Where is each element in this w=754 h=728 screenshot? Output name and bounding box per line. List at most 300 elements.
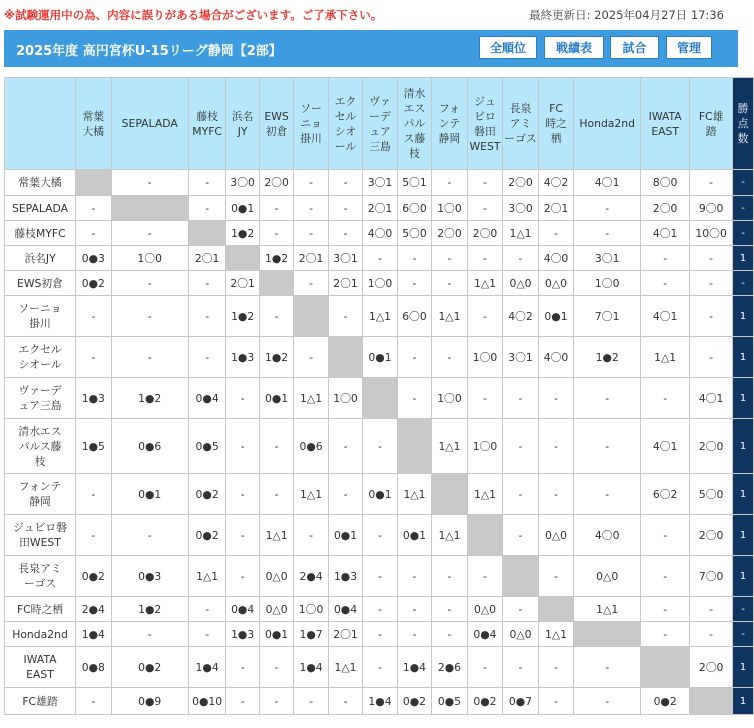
extra-cell: - <box>733 196 754 221</box>
result-cell: - <box>226 556 259 597</box>
result-cell: - <box>574 221 641 246</box>
result-cell: - <box>690 622 733 647</box>
extra-cell: 1 <box>733 337 754 378</box>
result-cell[interactable]: 0●6 <box>294 419 328 474</box>
result-cell: - <box>690 170 733 196</box>
result-cell[interactable]: 0●1 <box>328 515 362 556</box>
result-cell: - <box>363 647 397 688</box>
result-cell: - <box>503 597 539 622</box>
result-cell[interactable]: 0△0 <box>259 556 293 597</box>
result-cell: - <box>538 419 574 474</box>
column-header-team: IWATA EAST <box>641 78 690 170</box>
result-cell: - <box>538 556 574 597</box>
extra-cell: 1 <box>733 474 754 515</box>
table-row <box>5 515 754 556</box>
result-cell[interactable]: 1●5 <box>76 419 112 474</box>
result-cell: - <box>76 337 112 378</box>
result-cell: - <box>259 221 293 246</box>
league-header <box>4 30 738 67</box>
result-cell[interactable]: 4〇0 <box>363 221 397 246</box>
result-cell[interactable]: 3〇0 <box>503 196 539 221</box>
result-cell[interactable]: 1●3 <box>226 622 259 647</box>
row-header-team[interactable]: FC雄踏 <box>5 688 76 715</box>
result-cell: - <box>294 337 328 378</box>
table-row <box>5 296 754 337</box>
all-standings-button[interactable]: 全順位 <box>479 36 537 59</box>
result-cell[interactable]: 1●2 <box>259 246 293 271</box>
column-header-team: 浜名 JY <box>226 78 259 170</box>
result-cell[interactable]: 1●3 <box>226 337 259 378</box>
result-cell: - <box>259 647 293 688</box>
result-cell[interactable]: 1〇0 <box>363 271 397 296</box>
row-header-team[interactable]: エクセル シオール <box>5 337 76 378</box>
result-cell[interactable]: 0●3 <box>111 556 188 597</box>
result-cell[interactable]: 2〇0 <box>690 647 733 688</box>
result-cell: - <box>294 688 328 715</box>
column-header-team: ジュ ビロ 磐田 WEST <box>467 78 503 170</box>
result-cell[interactable]: 2〇0 <box>503 170 539 196</box>
result-cell[interactable]: 4〇0 <box>574 515 641 556</box>
result-cell: - <box>363 515 397 556</box>
result-cell: - <box>432 556 468 597</box>
result-cell[interactable]: 7〇1 <box>574 296 641 337</box>
result-cell[interactable]: 2〇1 <box>226 271 259 296</box>
extra-cell: 1 <box>733 246 754 271</box>
extra-cell: 1 <box>733 296 754 337</box>
result-cell[interactable]: 0●3 <box>76 246 112 271</box>
row-header-team[interactable]: フォンテ 静岡 <box>5 474 76 515</box>
result-cell[interactable]: 0●6 <box>111 419 188 474</box>
row-header-team[interactable]: SEPALADA <box>5 196 76 221</box>
result-cell: - <box>328 221 362 246</box>
result-cell: - <box>328 474 362 515</box>
result-cell: - <box>226 474 259 515</box>
column-header-team: フォ ンテ 静岡 <box>432 78 468 170</box>
extra-cell: - <box>733 221 754 246</box>
result-cell[interactable]: 3〇1 <box>363 170 397 196</box>
result-cell[interactable]: 1〇0 <box>574 271 641 296</box>
result-cell: - <box>294 515 328 556</box>
result-cell: - <box>328 419 362 474</box>
result-cell[interactable]: 1〇0 <box>467 337 503 378</box>
result-cell: - <box>259 196 293 221</box>
result-cell[interactable]: 2〇1 <box>363 196 397 221</box>
row-header-team[interactable]: 清水エス パルス藤 枝 <box>5 419 76 474</box>
result-cell: - <box>503 419 539 474</box>
column-header-team: ソー ニョ 掛川 <box>294 78 328 170</box>
result-cell: - <box>188 622 226 647</box>
topbar <box>0 0 740 30</box>
diagonal-cell <box>690 688 733 715</box>
result-cell[interactable]: 0●2 <box>467 688 503 715</box>
extra-cell: 1 <box>733 688 754 715</box>
result-cell: - <box>641 597 690 622</box>
matches-button[interactable]: 試合 <box>610 36 659 59</box>
result-cell: - <box>432 337 468 378</box>
result-cell: - <box>259 296 293 337</box>
result-cell[interactable]: 4〇0 <box>538 337 574 378</box>
table-row <box>5 688 754 715</box>
result-cell[interactable]: 4〇1 <box>574 170 641 196</box>
result-cell[interactable]: 1●2 <box>111 378 188 419</box>
result-cell[interactable]: 0●5 <box>432 688 468 715</box>
result-cell: - <box>574 688 641 715</box>
result-cell[interactable]: 0●2 <box>111 647 188 688</box>
result-cell[interactable]: 0●7 <box>503 688 539 715</box>
result-cell[interactable]: 5〇0 <box>397 221 431 246</box>
result-cell[interactable]: 2〇1 <box>188 246 226 271</box>
result-cell[interactable]: 1△1 <box>188 556 226 597</box>
result-cell: - <box>641 271 690 296</box>
result-cell[interactable]: 0△0 <box>503 271 539 296</box>
row-header-team[interactable]: IWATA EAST <box>5 647 76 688</box>
result-cell[interactable]: 1〇0 <box>294 597 328 622</box>
result-cell[interactable]: 0●1 <box>226 196 259 221</box>
result-cell: - <box>690 597 733 622</box>
result-cell[interactable]: 3〇1 <box>503 337 539 378</box>
diagonal-cell <box>397 419 431 474</box>
result-cell[interactable]: 1△1 <box>432 296 468 337</box>
result-cell[interactable]: 1●2 <box>226 221 259 246</box>
column-header-team: 清水 エス パル ス藤 枝 <box>397 78 431 170</box>
result-cell[interactable]: 0△0 <box>538 271 574 296</box>
result-cell: - <box>188 337 226 378</box>
table-row <box>5 170 754 196</box>
column-header-team: Honda2nd <box>574 78 641 170</box>
result-cell: - <box>641 556 690 597</box>
diagonal-cell <box>363 378 397 419</box>
result-cell[interactable]: 2〇1 <box>328 622 362 647</box>
result-cell[interactable]: 0●1 <box>259 378 293 419</box>
result-cell: - <box>328 296 362 337</box>
result-cell[interactable]: 1△1 <box>467 474 503 515</box>
result-cell[interactable]: 0●1 <box>397 515 431 556</box>
result-cell[interactable]: 1●4 <box>397 647 431 688</box>
result-cell[interactable]: 0●2 <box>188 474 226 515</box>
result-cell: - <box>538 378 574 419</box>
diagonal-cell <box>641 647 690 688</box>
result-cell: - <box>226 515 259 556</box>
result-cell[interactable]: 1△1 <box>432 419 468 474</box>
result-cell[interactable]: 0△0 <box>538 515 574 556</box>
result-cell[interactable]: 1△1 <box>538 622 574 647</box>
result-cell[interactable]: 4〇1 <box>641 419 690 474</box>
result-cell: - <box>111 515 188 556</box>
table-row <box>5 246 754 271</box>
result-cell[interactable]: 4〇1 <box>641 296 690 337</box>
result-cell[interactable]: 1△1 <box>259 515 293 556</box>
result-cell: - <box>397 597 431 622</box>
result-cell: - <box>259 688 293 715</box>
extra-cell: 1 <box>733 378 754 419</box>
result-cell: - <box>432 170 468 196</box>
table-row <box>5 647 754 688</box>
result-cell: - <box>259 474 293 515</box>
results-table-button[interactable]: 戦績表 <box>544 36 604 59</box>
result-cell: - <box>328 196 362 221</box>
result-cell[interactable]: 0△0 <box>503 622 539 647</box>
result-cell[interactable]: 4〇0 <box>538 246 574 271</box>
result-cell: - <box>432 246 468 271</box>
result-cell: - <box>467 196 503 221</box>
result-cell[interactable]: 1△1 <box>467 271 503 296</box>
result-cell[interactable]: 6〇0 <box>397 196 431 221</box>
result-cell: - <box>294 196 328 221</box>
result-cell: - <box>76 296 112 337</box>
result-cell[interactable]: 1〇0 <box>432 378 468 419</box>
result-cell[interactable]: 1△1 <box>432 515 468 556</box>
extra-cell: 1 <box>733 556 754 597</box>
result-cell[interactable]: 2●6 <box>432 647 468 688</box>
result-cell: - <box>188 296 226 337</box>
result-cell: - <box>690 296 733 337</box>
result-cell: - <box>397 337 431 378</box>
result-cell[interactable]: 1〇0 <box>432 196 468 221</box>
result-cell[interactable]: 1●7 <box>294 622 328 647</box>
result-cell: - <box>641 378 690 419</box>
result-cell: - <box>111 622 188 647</box>
result-cell[interactable]: 1●4 <box>188 647 226 688</box>
result-cell: - <box>641 515 690 556</box>
result-cell: - <box>111 170 188 196</box>
result-cell[interactable]: 2〇0 <box>467 221 503 246</box>
column-header-team: 長泉 アミ ーゴス <box>503 78 539 170</box>
result-cell: - <box>397 271 431 296</box>
result-cell[interactable]: 2〇1 <box>294 246 328 271</box>
result-cell[interactable]: 0●4 <box>226 597 259 622</box>
result-cell: - <box>641 246 690 271</box>
diagonal-cell <box>226 246 259 271</box>
result-cell[interactable]: 1△1 <box>294 378 328 419</box>
result-cell[interactable]: 0●2 <box>76 556 112 597</box>
result-cell: - <box>111 296 188 337</box>
result-cell[interactable]: 0●4 <box>188 378 226 419</box>
result-cell: - <box>690 337 733 378</box>
result-cell[interactable]: 0●8 <box>76 647 112 688</box>
result-cell[interactable]: 0●10 <box>188 688 226 715</box>
result-cell: - <box>690 271 733 296</box>
extra-cell: 1 <box>733 647 754 688</box>
result-cell: - <box>503 378 539 419</box>
diagonal-cell <box>188 221 226 246</box>
result-cell[interactable]: 1●2 <box>259 337 293 378</box>
table-corner <box>5 78 76 170</box>
row-header-team[interactable]: 常葉大橘 <box>5 170 76 196</box>
table-row <box>5 378 754 419</box>
result-cell: - <box>538 221 574 246</box>
result-cell: - <box>538 688 574 715</box>
result-cell[interactable]: 2〇0 <box>690 419 733 474</box>
result-cell[interactable]: 2〇1 <box>328 271 362 296</box>
result-cell: - <box>467 556 503 597</box>
result-cell: - <box>467 647 503 688</box>
result-cell: - <box>226 647 259 688</box>
table-row <box>5 556 754 597</box>
result-cell: - <box>503 246 539 271</box>
row-header-team[interactable]: FC時之栖 <box>5 597 76 622</box>
result-cell[interactable]: 1〇0 <box>328 378 362 419</box>
result-cell: - <box>188 196 226 221</box>
result-cell[interactable]: 5〇0 <box>690 474 733 515</box>
result-cell[interactable]: 2〇0 <box>259 170 293 196</box>
result-cell: - <box>76 221 112 246</box>
result-cell[interactable]: 1△1 <box>363 296 397 337</box>
result-cell[interactable]: 4〇2 <box>503 296 539 337</box>
result-cell[interactable]: 4〇1 <box>641 221 690 246</box>
result-cell: - <box>397 556 431 597</box>
result-cell[interactable]: 1△1 <box>641 337 690 378</box>
result-cell[interactable]: 0●2 <box>76 271 112 296</box>
result-cell[interactable]: 0●5 <box>188 419 226 474</box>
table-row <box>5 419 754 474</box>
result-cell: - <box>432 622 468 647</box>
result-cell[interactable]: 0●2 <box>397 688 431 715</box>
result-cell[interactable]: 1△1 <box>328 647 362 688</box>
row-header-team[interactable]: ジュビロ磐 田WEST <box>5 515 76 556</box>
result-cell[interactable]: 0●1 <box>111 474 188 515</box>
trial-notice: ※試験運用中の為、内容に誤りがある場合がございます。ご了承下さい。 <box>4 8 383 22</box>
result-cell[interactable]: 2〇0 <box>432 221 468 246</box>
table-row <box>5 337 754 378</box>
result-cell[interactable]: 1●2 <box>574 337 641 378</box>
result-cell: - <box>690 246 733 271</box>
result-cell[interactable]: 0●2 <box>641 688 690 715</box>
result-cell: - <box>432 597 468 622</box>
row-header-team[interactable]: EWS初倉 <box>5 271 76 296</box>
column-header-extra: 勝 点 数 <box>733 78 754 170</box>
column-header-team: 常葉 大橘 <box>76 78 112 170</box>
result-cell[interactable]: 3〇0 <box>226 170 259 196</box>
result-cell[interactable]: 0●2 <box>188 515 226 556</box>
result-cell[interactable]: 1△1 <box>397 474 431 515</box>
result-cell[interactable]: 4〇2 <box>538 170 574 196</box>
result-cell: - <box>111 271 188 296</box>
result-cell: - <box>432 271 468 296</box>
result-cell: - <box>363 597 397 622</box>
result-cell[interactable]: 2●4 <box>294 556 328 597</box>
diagonal-cell <box>574 622 641 647</box>
result-cell[interactable]: 1△1 <box>294 474 328 515</box>
result-cell: - <box>467 378 503 419</box>
column-header-team: FC 時之 栖 <box>538 78 574 170</box>
result-cell: - <box>538 474 574 515</box>
result-cell[interactable]: 4〇1 <box>690 378 733 419</box>
row-header-team[interactable]: Honda2nd <box>5 622 76 647</box>
result-cell[interactable]: 0●1 <box>538 296 574 337</box>
result-cell[interactable]: 0●9 <box>111 688 188 715</box>
result-cell[interactable]: 6〇2 <box>641 474 690 515</box>
table-row <box>5 622 754 647</box>
result-cell[interactable]: 0●4 <box>467 622 503 647</box>
diagonal-cell <box>294 296 328 337</box>
result-cell[interactable]: 5〇1 <box>397 170 431 196</box>
result-cell[interactable]: 1●2 <box>226 296 259 337</box>
result-cell[interactable]: 1△1 <box>503 221 539 246</box>
result-cell[interactable]: 1●2 <box>111 597 188 622</box>
result-cell[interactable]: 3〇1 <box>574 246 641 271</box>
extra-cell: - <box>733 622 754 647</box>
row-header-team[interactable]: ヴァーデ ュア三島 <box>5 378 76 419</box>
result-cell[interactable]: 1●3 <box>76 378 112 419</box>
result-cell: - <box>467 296 503 337</box>
result-cell[interactable]: 0●4 <box>328 597 362 622</box>
column-header-team: SEPALADA <box>111 78 188 170</box>
result-cell[interactable]: 1●3 <box>328 556 362 597</box>
result-cell[interactable]: 0●1 <box>363 474 397 515</box>
extra-cell: 1 <box>733 515 754 556</box>
diagonal-cell <box>328 337 362 378</box>
result-cell[interactable]: 0●1 <box>259 622 293 647</box>
diagonal-cell <box>467 515 503 556</box>
result-cell[interactable]: 7〇0 <box>690 556 733 597</box>
result-cell[interactable]: 6〇0 <box>397 296 431 337</box>
row-header-team[interactable]: ソーニョ 掛川 <box>5 296 76 337</box>
result-cell[interactable]: 0△0 <box>259 597 293 622</box>
result-cell[interactable]: 1〇0 <box>467 419 503 474</box>
diagonal-cell <box>538 597 574 622</box>
result-cell[interactable]: 9〇0 <box>690 196 733 221</box>
result-cell[interactable]: 0●1 <box>363 337 397 378</box>
column-header-team: 藤枝 MYFC <box>188 78 226 170</box>
row-header-team[interactable]: 浜名JY <box>5 246 76 271</box>
extra-cell: - <box>733 271 754 296</box>
result-cell[interactable]: 8〇0 <box>641 170 690 196</box>
result-cell: - <box>76 196 112 221</box>
result-cell: - <box>397 622 431 647</box>
row-header-team[interactable]: 藤枝MYFC <box>5 221 76 246</box>
result-cell[interactable]: 0△0 <box>574 556 641 597</box>
result-cell[interactable]: 2〇0 <box>641 196 690 221</box>
result-cell: - <box>574 474 641 515</box>
row-header-team[interactable]: 長泉アミ ーゴス <box>5 556 76 597</box>
result-cell: - <box>294 221 328 246</box>
result-cell[interactable]: 1●4 <box>294 647 328 688</box>
result-cell[interactable]: 1●4 <box>363 688 397 715</box>
table-row <box>5 597 754 622</box>
diagonal-cell <box>111 196 188 221</box>
result-cell[interactable]: 2〇1 <box>538 196 574 221</box>
result-cell[interactable]: 2●4 <box>76 597 112 622</box>
result-cell[interactable]: 3〇1 <box>328 246 362 271</box>
result-cell: - <box>574 647 641 688</box>
admin-button[interactable]: 管理 <box>666 36 712 59</box>
result-cell[interactable]: 1△1 <box>574 597 641 622</box>
result-cell[interactable]: 1●4 <box>76 622 112 647</box>
result-cell: - <box>467 246 503 271</box>
result-cell: - <box>397 246 431 271</box>
result-cell: - <box>76 515 112 556</box>
extra-cell: - <box>733 170 754 196</box>
result-cell: - <box>328 170 362 196</box>
result-cell: - <box>363 246 397 271</box>
result-cell[interactable]: 0△0 <box>467 597 503 622</box>
result-cell: - <box>76 688 112 715</box>
result-cell: - <box>328 688 362 715</box>
result-cell: - <box>503 647 539 688</box>
result-cell[interactable]: 2〇0 <box>690 515 733 556</box>
result-cell: - <box>294 271 328 296</box>
diagonal-cell <box>76 170 112 196</box>
result-cell[interactable]: 1〇0 <box>111 246 188 271</box>
result-cell: - <box>111 337 188 378</box>
column-header-team: エク セル シオ ール <box>328 78 362 170</box>
diagonal-cell <box>259 271 293 296</box>
result-cell[interactable]: 10〇0 <box>690 221 733 246</box>
last-updated: 最終更新日: 2025年04月27日 17:36 <box>529 8 724 22</box>
result-cell: - <box>188 170 226 196</box>
diagonal-cell <box>432 474 468 515</box>
results-table-container[interactable] <box>4 77 749 728</box>
